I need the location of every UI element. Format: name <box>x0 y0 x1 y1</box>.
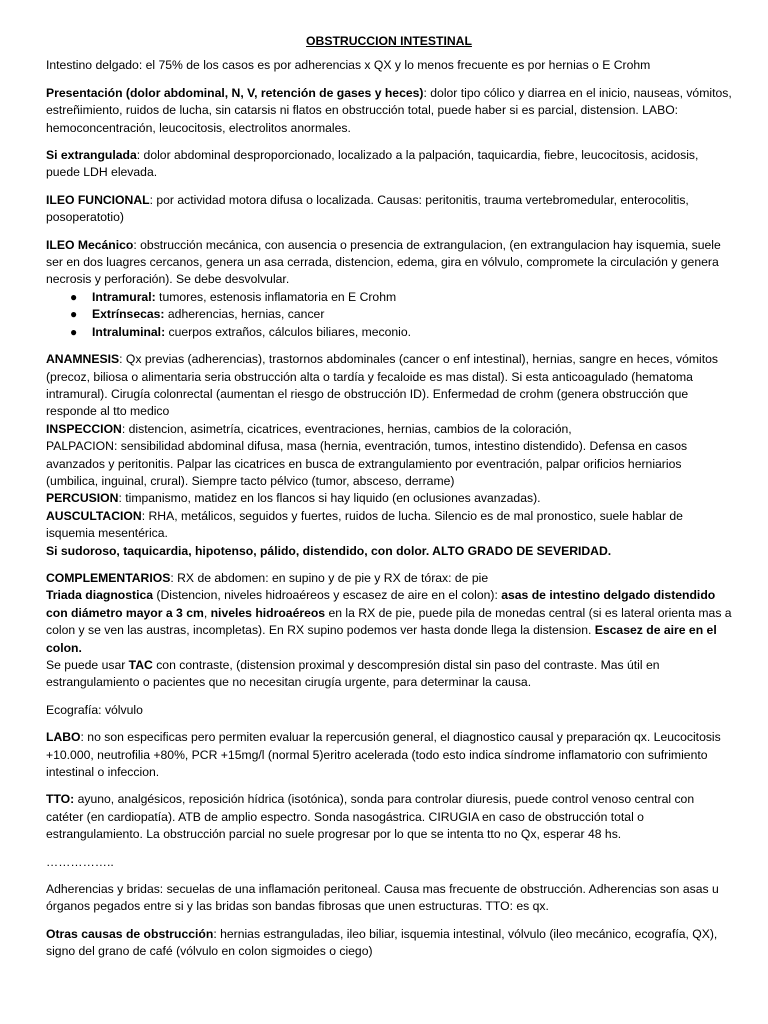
tac-text: con contraste, (distension proximal y descompresión distal sin paso del contraste. Mas útil en estrangulamiento o pacientes que no necesitan cirugía urgente, para determinar la causa. <box>46 658 660 690</box>
severity-text: Si sudoroso, taquicardia, hipotenso, pálido, distendido, con dolor. ALTO GRADO DE SEVERIDAD. <box>46 543 612 558</box>
ileo-funcional-text: : por actividad motora difusa o localizada. Causas: peritonitis, trauma vertebromedular, enterocolitis, posoperatotio) <box>46 192 689 225</box>
bullet-icon: ● <box>70 289 78 304</box>
paragraph-otras-causas <box>46 926 732 961</box>
extrangulada-text: : dolor abdominal desproporcionado, localizado a la palpación, taquicardia, fiebre, leucocitosis, acidosis, puede LDH elevada. <box>46 148 699 180</box>
paragraph-adherencias: Adherencias y bridas: secuelas de una inflamación peritoneal. Causa mas frecuente de obstrucción. Adherencias son asas u órganos pegados entre si y las bridas son bandas fibrosas que unen estructuras. TTO: es qx. <box>46 882 719 914</box>
paragraph-extrangulada <box>46 147 732 182</box>
triada-emphasis: Escasez de aire en el colon. <box>46 623 717 655</box>
tac-heading: TAC <box>128 658 153 672</box>
triada-emphasis: asas de intestino delgado distendido con diámetro mayor a 3 cm <box>46 588 716 620</box>
extrangulada-heading: Si extrangulada <box>46 148 137 163</box>
tac-text: Se puede usar <box>46 658 129 672</box>
list-item-text: tumores, estenosis inflamatoria en E Crohm <box>155 289 397 304</box>
triada-text: (Distencion, niveles hidroaéreos y escasez de aire en el colon): <box>153 588 502 603</box>
paragraph-palpacion: PALPACION: sensibilidad abdominal difusa, masa (hernia, eventración, tumos, intestino distendido). Defensa en casos avanzados y peritonitis. Palpar las cicatrices en busca de extrangulamiento por eventración, palpar orificios herniarios (umbilica, inguinal, crural). Siempre tacto pélvico (tumor, absceso, derrame) <box>46 439 688 488</box>
complementarios-section <box>46 570 732 692</box>
paragraph-ileo-funcional <box>46 192 732 227</box>
list-item-text: cuerpos extraños, cálculos biliares, meconio. <box>165 324 412 339</box>
inspeccion-heading: INSPECCION <box>46 421 122 436</box>
bullet-icon: ● <box>70 307 78 322</box>
complementarios-heading: COMPLEMENTARIOS <box>46 570 171 585</box>
severity-warning <box>46 543 732 560</box>
paragraph-tto <box>46 791 732 843</box>
triada-text: , <box>203 605 211 620</box>
list-item-label: Intramural: <box>92 289 156 304</box>
paragraph-presentacion <box>46 85 732 137</box>
tto-heading: TTO: <box>46 792 75 807</box>
inspeccion-text: : distencion, asimetría, cicatrices, eventraciones, hernias, cambios de la coloración, <box>121 421 572 436</box>
complementarios-text: : RX de abdomen: en supino y de pie y RX de tórax: de pie <box>170 570 489 585</box>
list-item <box>70 324 732 341</box>
list-item-label: Intraluminal: <box>92 324 166 339</box>
percusion-text: : timpanismo, matidez en los flancos si hay liquido (en oclusiones avanzadas). <box>118 491 541 506</box>
document-title: OBSTRUCCION INTESTINAL <box>306 34 472 48</box>
ileo-mecanico-text: : obstrucción mecánica, con ausencia o presencia de extrangulacion, (en extrangulacion hay isquemia, suele ser en dos luagres cercanos, genera un asa cerrada, distencion, edema, gira en vólvulo, compromete la circulación y genera necrosis y perforación). Se debe desvolvular. <box>46 237 721 287</box>
paragraph-percusion <box>46 490 732 507</box>
paragraph-triada <box>46 587 732 657</box>
anamnesis-text: : Qx previas (adherencias), trastornos abdominales (cancer o enf intestinal), hernias, sangre en heces, vómitos (precoz, biliosa o alimentaria seria obstrucción alta o tardía y fecaloide es mas distal). Si esta anticoagulado (hematoma intramural). Cirugía colonrectal (aumentan el riesgo de obstrucción ID). Enfermedad de crohm (genera obstrucción que responde al tto medico <box>46 352 718 419</box>
paragraph-auscultacion <box>46 508 732 543</box>
paragraph-labo <box>46 729 732 781</box>
triada-heading: Triada diagnostica <box>46 588 154 603</box>
paragraph-anamnesis <box>46 351 732 421</box>
separator-dots: …………….. <box>46 854 114 869</box>
anamnesis-heading: ANAMNESIS <box>46 352 120 367</box>
paragraph-ecografia: Ecografía: vólvulo <box>46 702 143 717</box>
paragraph-ileo-mecanico <box>46 237 732 289</box>
list-item-text: adherencias, hernias, cancer <box>164 307 325 322</box>
labo-text: : no son especificas pero permiten evaluar la repercusión general, el diagnostico causal y preparación qx. Leucocitosis +10.000, neutrofilia +80%, PCR +15mg/l (normal 5)eritro acelerada (todo esto indica síndrome inflamatorio con sufrimiento intestinal o infeccion. <box>46 730 721 780</box>
paragraph-tac <box>46 657 732 692</box>
bullet-icon: ● <box>70 324 78 339</box>
list-item-label: Extrínsecas: <box>92 307 165 322</box>
list-item <box>70 306 732 323</box>
labo-heading: LABO <box>46 730 81 745</box>
paragraph-inspeccion <box>46 421 732 438</box>
causes-list <box>46 289 732 341</box>
ileo-mecanico-heading: ILEO Mecánico <box>46 237 134 252</box>
list-item <box>70 289 732 306</box>
ileo-funcional-heading: ILEO FUNCIONAL <box>46 192 150 207</box>
triada-emphasis: niveles hidroaéreos <box>210 605 326 620</box>
percusion-heading: PERCUSION <box>46 491 119 506</box>
auscultacion-heading: AUSCULTACION <box>46 508 142 523</box>
otras-causas-text: : hernias estranguladas, ileo biliar, isquemia intestinal, vólvulo (ileo mecánico, ecografía, QX), signo del grano de café (vólvulo en colon sigmoides o ciego) <box>46 926 718 959</box>
paragraph-complementarios <box>46 570 732 587</box>
paragraph-intestino-delgado: Intestino delgado: el 75% de los casos es por adherencias x QX y lo menos frecuente es por hernias o E Crohm <box>46 58 651 73</box>
presentacion-heading: Presentación (dolor abdominal, N, V, retención de gases y heces) <box>46 85 424 100</box>
tto-text: ayuno, analgésicos, reposición hídrica (isotónica), sonda para controlar diuresis, puede control venoso central con catéter (en cardiopatía). ATB de amplio espectro. Sonda nasogástrica. CIRUGIA en caso de obstrucción total o estrangulamiento. La obstrucción parcial no suele progresar por lo que se intenta tto no Qx, esperar 48 hs. <box>46 792 695 842</box>
presentacion-text: : dolor tipo cólico y diarrea en el inicio, nauseas, vómitos, estreñimiento, ruidos de lucha, sin catarsis ni flatos en obstrucción total, puede haber si es parcial, distension. LABO: hemoconcentración, leucocitosis, electrolitos anormales. <box>46 85 732 135</box>
exam-section <box>46 351 732 560</box>
otras-causas-heading: Otras causas de obstrucción <box>46 926 214 941</box>
triada-text: en la RX de pie, puede pila de monedas central (si es lateral orienta mas a colon y se ven las austras, incompletas). En RX supino podemos ver hasta donde llega la distension. <box>46 605 732 638</box>
auscultacion-text: : RHA, metálicos, seguidos y fuertes, ruidos de lucha. Silencio es de mal pronostico, suele hablar de isquemia mesentérica. <box>46 508 683 541</box>
